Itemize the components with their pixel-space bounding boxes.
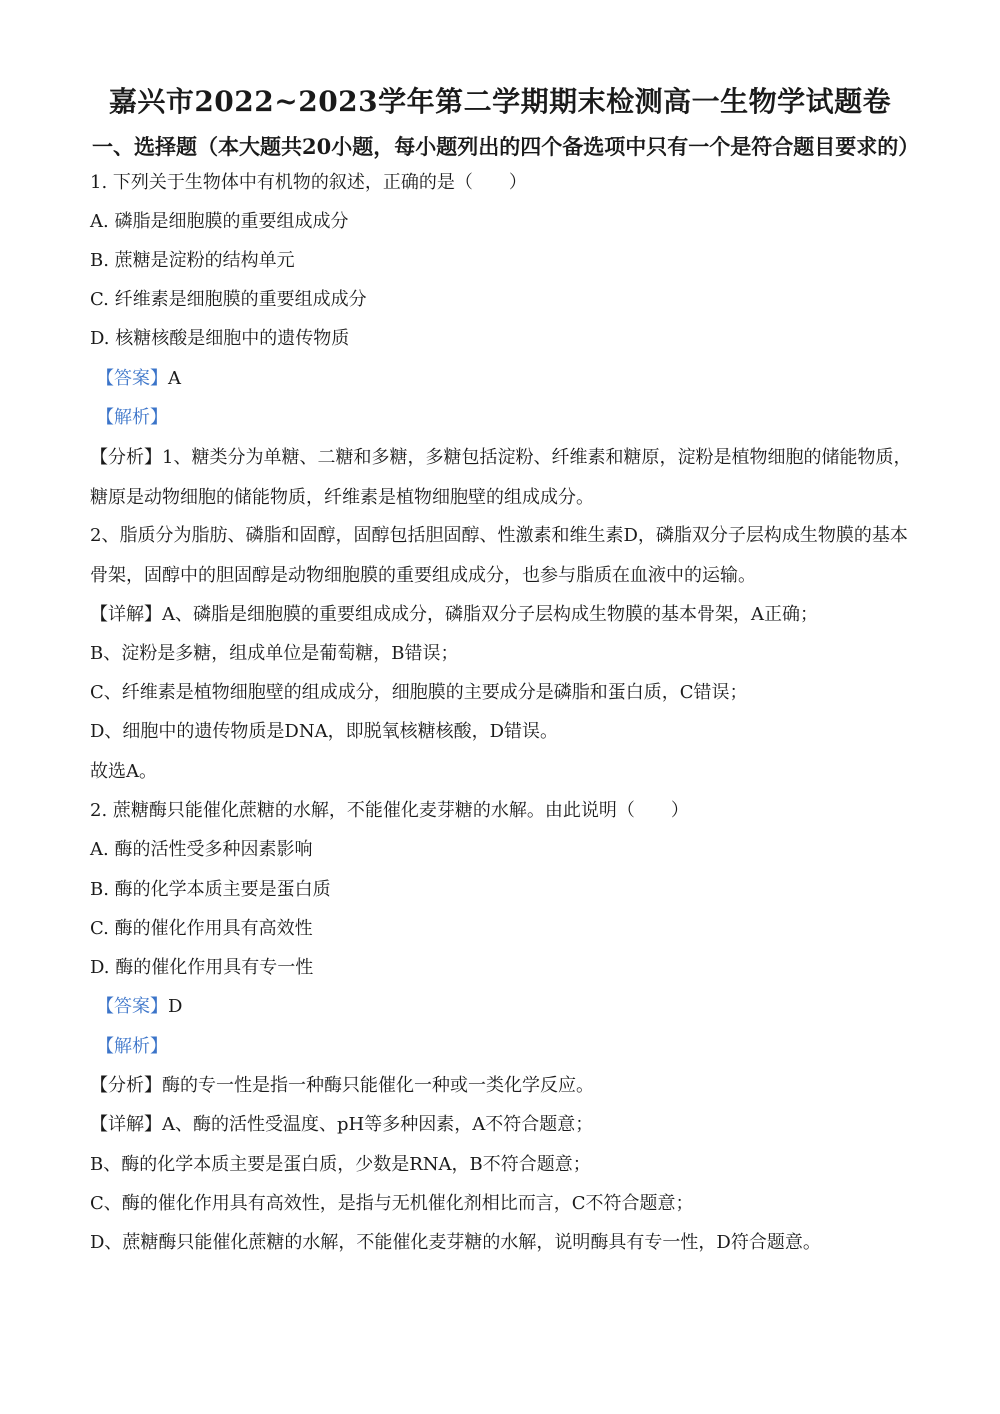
q1-answer xyxy=(96,367,181,391)
q1-option-c: C. 纤维素是细胞膜的重要组成成分 xyxy=(90,289,367,310)
q1-fenxi-line-2: 糖原是动物细胞的储能物质，纤维素是植物细胞壁的组成成分。 xyxy=(90,487,594,508)
answer-value: A xyxy=(168,368,181,389)
q2-option-c: C. 酶的催化作用具有高效性 xyxy=(90,918,313,939)
q1-detail-c: C、纤维素是植物细胞壁的组成成分，细胞膜的主要成分是磷脂和蛋白质，C错误； xyxy=(90,682,748,703)
q2-detail-c: C、酶的催化作用具有高效性，是指与无机催化剂相比而言，C不符合题意； xyxy=(90,1193,694,1214)
q1-conclusion: 故选A。 xyxy=(90,761,157,782)
q1-detail-d: D、细胞中的遗传物质是DNA，即脱氧核糖核酸，D错误。 xyxy=(90,721,559,742)
answer-tag: 【答案】 xyxy=(96,368,168,389)
q2-option-a: A. 酶的活性受多种因素影响 xyxy=(90,839,313,860)
page-title: 嘉兴市2022~2023学年第二学期期末检测高一生物学试题卷 xyxy=(108,85,892,118)
q1-detail-b: B、淀粉是多糖，组成单位是葡萄糖，B错误； xyxy=(90,643,459,664)
q2-detail-d: D、蔗糖酶只能催化蔗糖的水解，不能催化麦芽糖的水解，说明酶具有专一性，D符合题意。 xyxy=(90,1232,821,1253)
q1-option-a: A. 磷脂是细胞膜的重要组成成分 xyxy=(90,211,349,232)
q1-option-d: D. 核糖核酸是细胞中的遗传物质 xyxy=(90,328,350,349)
section-heading: 一、选择题（本大题共20小题，每小题列出的四个备选项中只有一个是符合题目要求的） xyxy=(92,134,920,159)
q1-fenxi-line-3: 2、脂质分为脂肪、磷脂和固醇，固醇包括胆固醇、性激素和维生素D，磷脂双分子层构成生物膜的基本 xyxy=(90,525,908,546)
q1-fenxi-line-4: 骨架，固醇中的胆固醇是动物细胞膜的重要组成成分，也参与脂质在血液中的运输。 xyxy=(90,565,756,586)
q2-option-b: B. 酶的化学本质主要是蛋白质 xyxy=(90,879,331,900)
q2-detail-b: B、酶的化学本质主要是蛋白质，少数是RNA，B不符合题意； xyxy=(90,1154,591,1175)
q2-detail-a: 【详解】A、酶的活性受温度、pH等多种因素，A不符合题意； xyxy=(90,1114,594,1135)
q1-option-b: B. 蔗糖是淀粉的结构单元 xyxy=(90,250,295,271)
q2-stem: 2. 蔗糖酶只能催化蔗糖的水解，不能催化麦芽糖的水解。由此说明（ ） xyxy=(90,800,689,821)
q2-option-d: D. 酶的催化作用具有专一性 xyxy=(90,957,314,978)
q2-fenxi: 【分析】酶的专一性是指一种酶只能催化一种或一类化学反应。 xyxy=(90,1075,594,1096)
q1-analysis-tag: 【解析】 xyxy=(96,407,168,428)
q1-fenxi-line-1: 【分析】1、糖类分为单糖、二糖和多糖，多糖包括淀粉、纤维素和糖原，淀粉是植物细胞的储能物质， xyxy=(90,447,912,468)
answer-value: D xyxy=(168,996,183,1017)
q1-stem: 1. 下列关于生物体中有机物的叙述，正确的是（ ） xyxy=(90,172,527,193)
q2-analysis-tag: 【解析】 xyxy=(96,1036,168,1057)
q2-answer xyxy=(96,995,182,1019)
answer-tag: 【答案】 xyxy=(96,996,168,1017)
q1-detail-a: 【详解】A、磷脂是细胞膜的重要组成成分，磷脂双分子层构成生物膜的基本骨架，A正确； xyxy=(90,604,818,625)
